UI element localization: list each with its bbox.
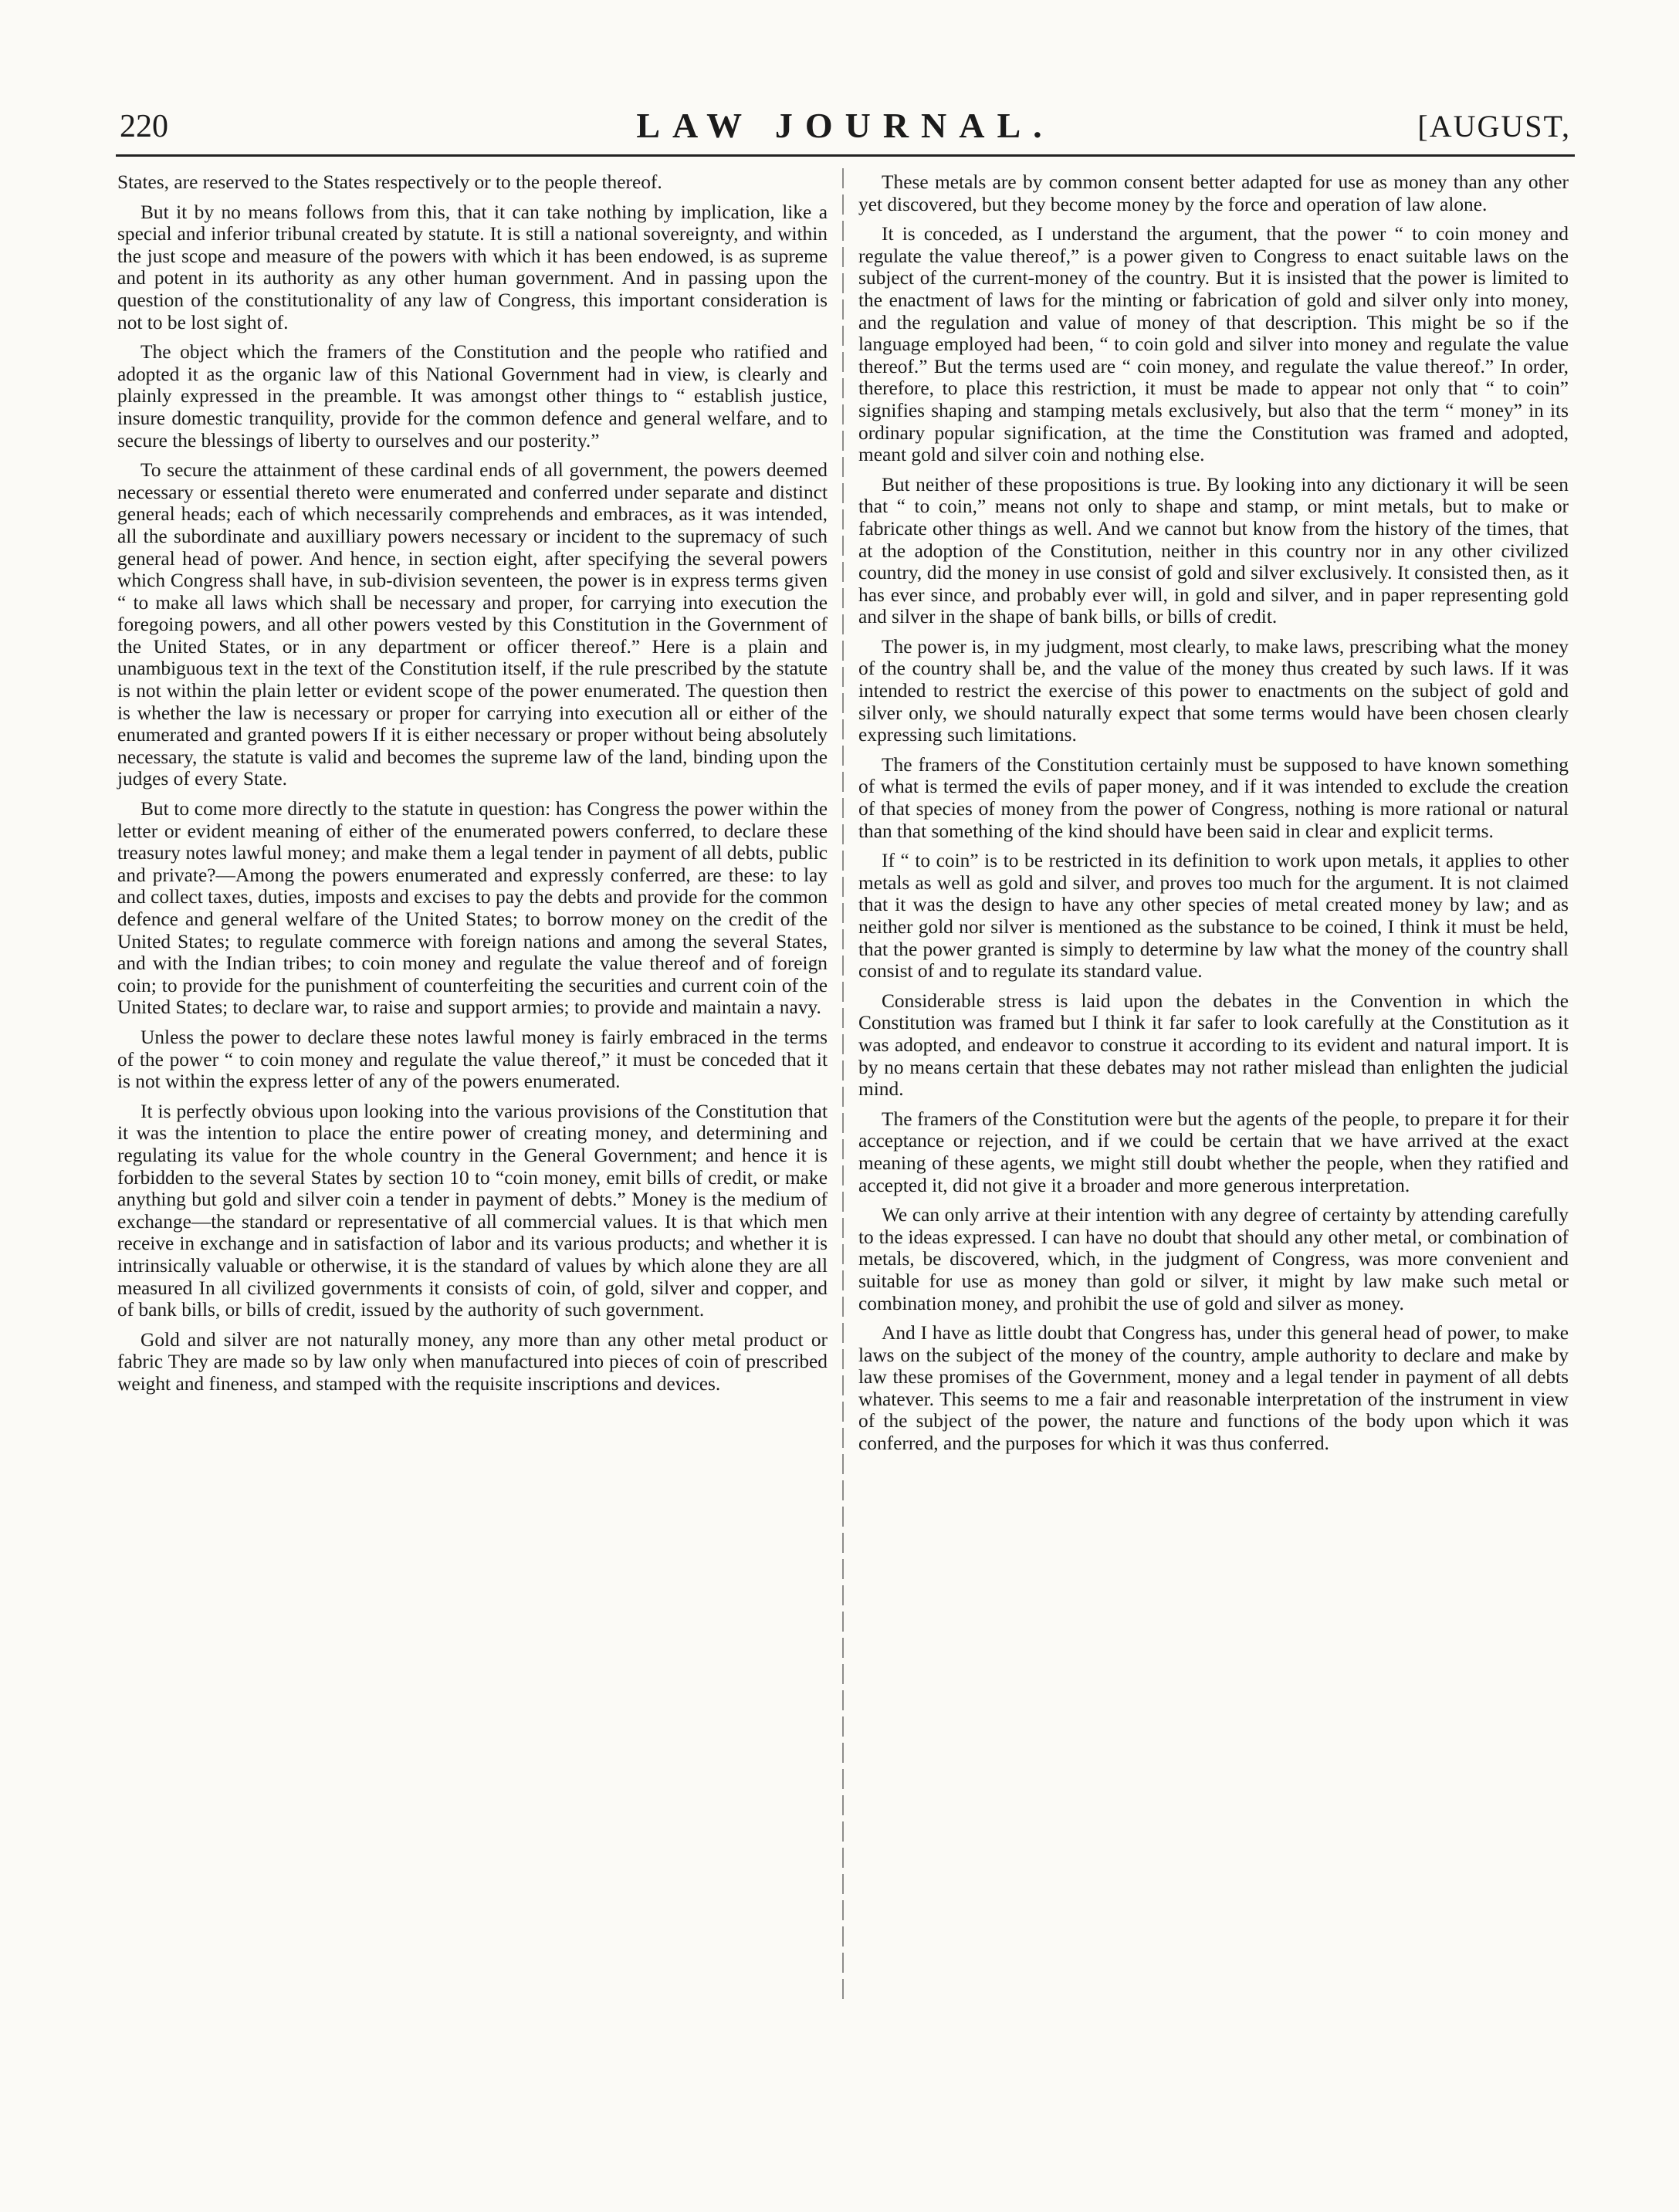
paragraph: It is perfectly obvious upon looking into the various provisions of the Constitution that it was the intention to place the entire power of creating money, and determining and regulating its value for the whole country in the General Government; and hence it is forbidden to the several States by section 10 to “coin money, emit bills of credit, or make anything but gold and silver coin a tender in payment of debts.” Money is the medium of exchange—the standard or representative of all commercial values. It is that which men receive in exchange and in satisfaction of labor and its various products; and whether it is intrinsically valuable or otherwise, it is the standard of values by which alone they are all measured In all civilized governments it consists of coin, of gold, silver and copper, and of bank bills, or bills of credit, issued by the authority of such government. <box>117 1100 828 1321</box>
column-divider <box>842 168 844 2005</box>
paragraph: Gold and silver are not naturally money, any more than any other metal product or fabric They are made so by law only when manufactured into pieces of coin of prescribed weight and fineness, and stamped with the requisite inscriptions and devices. <box>117 1328 828 1395</box>
paragraph: The power is, in my judgment, most clearly, to make laws, prescribing what the money of the country shall be, and the value of the money thus created by such laws. If it was intended to restrict the exercise of this power to enactments on the subject of gold and silver only, we should naturally expect that some terms would have been chosen clearly expressing such limitations. <box>858 635 1569 746</box>
left-column <box>117 171 828 1402</box>
header-month: [AUGUST, <box>1417 109 1571 144</box>
journal-title: LAW JOURNAL. <box>636 106 1054 145</box>
right-column <box>858 171 1569 1463</box>
paragraph: The framers of the Constitution certainly must be supposed to have known something of what is termed the evils of paper money, and if it was intended to exclude the creation of that species of money from the power of Congress, nothing is more rational or natural than that something of the kind should have been said in clear and explicit terms. <box>858 753 1569 842</box>
paragraph: Unless the power to declare these notes lawful money is fairly embraced in the terms of the power “ to coin money and regulate the value thereof,” it must be conceded that it is not within the express letter of any of the powers enumerated. <box>117 1026 828 1093</box>
paragraph: The framers of the Constitution were but the agents of the people, to prepare it for their acceptance or rejection, and if we could be certain that we have arrived at the exact meaning of these agents, we might still doubt whether the people, when they ratified and accepted it, did not give it a broader and more generous interpretation. <box>858 1108 1569 1196</box>
paragraph: We can only arrive at their intention with any degree of certainty by attending carefully to the ideas expressed. I can have no doubt that should any other metal, or combination of metals, be discovered, which, in the judgment of Congress, was more convenient and suitable for use as money than gold or silver, it might by law make such metal or combination money, and prohibit the use of gold and silver as money. <box>858 1204 1569 1314</box>
paragraph: The object which the framers of the Constitution and the people who ratified and adopted it as the organic law of this National Government had in view, is clearly and plainly expressed in the preamble. It was amongst other things to “ establish justice, insure domestic tranquility, provide for the common defence and general welfare, and to secure the blessings of liberty to ourselves and our posterity.” <box>117 341 828 452</box>
paragraph: If “ to coin” is to be restricted in its definition to work upon metals, it applies to other metals as well as gold and silver, and proves too much for the argument. It is not claimed that it was the design to have any other species of metal created money by law; and as neither gold nor silver is mentioned as the substance to be coined, I think it must be held, that the power granted is simply to determine by law what the money of the country shall consist of and to regulate its standard value. <box>858 850 1569 983</box>
paragraph: These metals are by common consent better adapted for use as money than any other yet discovered, but they become money by the force and operation of law alone. <box>858 171 1569 215</box>
paragraph: But it by no means follows from this, that it can take nothing by implication, like a special and inferior tribunal created by statute. It is still a national sovereignty, and within the just scope and measure of the powers with which it has been endowed, is as supreme and potent in its authority as any other human government. And in passing upon the question of the constitutionality of any law of Congress, this important consideration is not to be lost sight of. <box>117 201 828 333</box>
header-rule <box>116 154 1575 157</box>
paragraph: To secure the attainment of these cardinal ends of all government, the powers deemed necessary or essential thereto were enumerated and conferred under separate and distinct general heads; each of which necessarily comprehends and embraces, as it was intended, all the subordinate and auxilliary powers necessary or incident to the supremacy of such general head of power. And hence, in section eight, after specifying the several powers which Congress shall have, in sub-division seventeen, the power is in express terms given “ to make all laws which shall be necessary and proper, for carrying into execution the foregoing powers, and all other powers vested by this Constitution in the Government of the United States, or in any department or officer thereof.” Here is a plain and unambiguous text in the text of the Constitution itself, if the rule prescribed by the statute is not within the plain letter or evident scope of the power enumerated. The question then is whether the law is necessary or proper for carrying into execution all or either of the enumerated and granted powers If it is either necessary or proper without being absolutely necessary, the statute is valid and becomes the supreme law of the land, binding upon the judges of every State. <box>117 459 828 790</box>
paragraph: But neither of these propositions is true. By looking into any dictionary it will be seen that “ to coin,” means not only to shape and stamp, or mint metals, but to make or fabricate other things as well. And we cannot but know from the history of the times, that at the adoption of the Constitution, neither in this country nor in any other civilized country, did the money in use consist of gold and silver exclusively. It consisted then, as it has ever since, and probably ever will, in gold and silver, and in paper representing gold and silver in the shape of bank bills, or bills of credit. <box>858 473 1569 628</box>
page-header <box>120 102 1571 151</box>
paragraph: But to come more directly to the statute in question: has Congress the power within the letter or evident meaning of either of the enumerated powers conferred, to declare these treasury notes lawful money; and make them a legal tender in payment of all debts, public and private?—Among the powers enumerated and expressly conferred, are these: to lay and collect taxes, duties, imposts and excises to pay the debts and provide for the common defence and general welfare of the United States; to borrow money on the credit of the United States; to regulate commerce with foreign nations and among the several States, and with the Indian tribes; to coin money and regulate the value thereof and of foreign coin; to provide for the punishment of counterfeiting the securities and current coin of the United States; to declare war, to raise and support armies; to provide and maintain a navy. <box>117 798 828 1019</box>
paragraph: And I have as little doubt that Congress has, under this general head of power, to make laws on the subject of the money of the country, ample authority to declare and make by law these promises of the Government, money and a legal tender in payment of all debts whatever. This seems to me a fair and reasonable interpretation of the instrument in view of the subject of the power, the nature and functions of the body upon which it was conferred, and the purposes for which it was thus conferred. <box>858 1322 1569 1455</box>
page-number: 220 <box>120 109 168 144</box>
paragraph: Considerable stress is laid upon the debates in the Convention in which the Constitution was framed but I think it far safer to look carefully at the Constitution as it was adopted, and endeavor to construe it according to its evident and natural import. It is by no means certain that these debates may not rather mislead than enlighten the judicial mind. <box>858 989 1569 1101</box>
paragraph: States, are reserved to the States respectively or to the people thereof. <box>117 171 662 193</box>
paragraph: It is conceded, as I understand the argument, that the power “ to coin money and regulate the value thereof,” is a power given to Congress to enact suitable laws on the subject of the current-money of the country. But it is insisted that the power is limited to the enactment of laws for the minting or fabrication of gold and silver only into money, and the regulation and value of money of that description. This might be so if the language employed had been, “ to coin gold and silver into money and regulate the value thereof.” But the terms used are “ coin money, and regulate the value thereof.” In order, therefore, to place this restriction, it must be made to appear not only that “ to coin” signifies shaping and stamping metals exclusively, but also that the term “ money” in its ordinary popular signification, at the time the Constitution was framed and adopted, meant gold and silver coin and nothing else. <box>858 223 1569 466</box>
